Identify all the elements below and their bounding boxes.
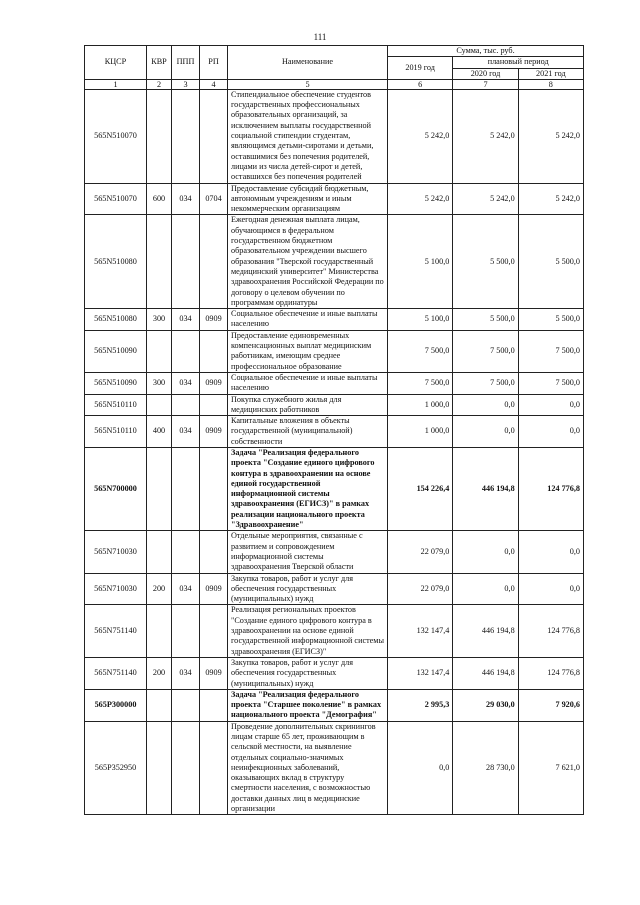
ppp-cell	[172, 447, 200, 530]
value-2019-cell: 2 995,3	[388, 689, 453, 721]
rp-cell	[200, 394, 228, 416]
kvr-cell: 600	[147, 183, 172, 215]
table-row	[85, 721, 584, 815]
rp-cell	[200, 215, 228, 309]
budget-table	[84, 45, 584, 815]
rp-cell: 0909	[200, 416, 228, 448]
header-rp: РП	[200, 46, 228, 80]
kvr-cell	[147, 394, 172, 416]
value-2020-cell: 446 194,8	[453, 605, 518, 657]
value-2021-cell: 7 621,0	[518, 721, 583, 815]
kvr-cell: 300	[147, 372, 172, 394]
kvr-cell: 200	[147, 657, 172, 689]
value-2020-cell: 5 500,0	[453, 309, 518, 331]
table-row	[85, 215, 584, 309]
header-2021: 2021 год	[518, 68, 583, 79]
table-row	[85, 309, 584, 331]
kcsr-cell: 565N700000	[85, 447, 147, 530]
value-2019-cell: 5 242,0	[388, 89, 453, 183]
kvr-cell: 200	[147, 573, 172, 605]
index-cell: 2	[147, 79, 172, 89]
ppp-cell: 034	[172, 183, 200, 215]
index-cell: 5	[228, 79, 388, 89]
value-2021-cell: 0,0	[518, 573, 583, 605]
value-2021-cell: 5 242,0	[518, 183, 583, 215]
header-2020: 2020 год	[453, 68, 518, 79]
value-2021-cell: 124 776,8	[518, 447, 583, 530]
ppp-cell	[172, 215, 200, 309]
name-cell: Стипендиальное обеспечение студентов государственных профессиональных образовательных организаций, за исключением выплаты государственной социальной стипендии студентам, являющимся детьми-сиротами и детьми, оставшимися без попечения родителей, лицами из числа детей-сирот и детей, оставшихся без попечения родителей	[228, 89, 388, 183]
name-cell: Закупка товаров, работ и услуг для обеспечения государственных (муниципальных) нужд	[228, 657, 388, 689]
ppp-cell	[172, 330, 200, 372]
value-2019-cell: 132 147,4	[388, 657, 453, 689]
table-row	[85, 657, 584, 689]
kvr-cell	[147, 605, 172, 657]
kcsr-cell: 565N710030	[85, 531, 147, 573]
table-row	[85, 531, 584, 573]
header-kcsr: КЦСР	[85, 46, 147, 80]
value-2020-cell: 446 194,8	[453, 657, 518, 689]
name-cell: Реализация региональных проектов "Создание единого цифрового контура в здравоохранении на основе единой государственной информационной системы здравоохранения (ЕГИСЗ)"	[228, 605, 388, 657]
rp-cell	[200, 689, 228, 721]
value-2020-cell: 28 730,0	[453, 721, 518, 815]
kvr-cell	[147, 721, 172, 815]
kvr-cell	[147, 447, 172, 530]
table-row	[85, 416, 584, 448]
ppp-cell	[172, 689, 200, 721]
value-2021-cell: 5 242,0	[518, 89, 583, 183]
index-cell: 3	[172, 79, 200, 89]
value-2020-cell: 29 030,0	[453, 689, 518, 721]
value-2019-cell: 132 147,4	[388, 605, 453, 657]
header-sum: Сумма, тыс. руб.	[388, 46, 584, 57]
value-2020-cell: 446 194,8	[453, 447, 518, 530]
value-2021-cell: 124 776,8	[518, 605, 583, 657]
kcsr-cell: 565P300000	[85, 689, 147, 721]
index-cell: 1	[85, 79, 147, 89]
index-cell: 4	[200, 79, 228, 89]
index-cell: 7	[453, 79, 518, 89]
kcsr-cell: 565N510070	[85, 89, 147, 183]
rp-cell	[200, 531, 228, 573]
name-cell: Проведение дополнительных скринингов лицам старше 65 лет, проживающим в сельской местности, на выявление отдельных социально-значимых неинфекционных заболеваний, оказывающих вклад в структуру смертности населения, с возможностью доставки данных лиц в медицинские организации	[228, 721, 388, 815]
index-cell: 8	[518, 79, 583, 89]
value-2019-cell: 1 000,0	[388, 416, 453, 448]
kcsr-cell: 565P352950	[85, 721, 147, 815]
name-cell: Задача "Реализация федерального проекта "Старшее поколение" в рамках национального проекта "Демография"	[228, 689, 388, 721]
ppp-cell: 034	[172, 416, 200, 448]
rp-cell	[200, 447, 228, 530]
kvr-cell	[147, 689, 172, 721]
rp-cell: 0909	[200, 372, 228, 394]
ppp-cell	[172, 394, 200, 416]
value-2021-cell: 124 776,8	[518, 657, 583, 689]
table-body	[85, 89, 584, 814]
rp-cell	[200, 721, 228, 815]
name-cell: Отдельные мероприятия, связанные с развитием и сопровождением информационной системы здравоохранения Тверской области	[228, 531, 388, 573]
rp-cell: 0909	[200, 309, 228, 331]
value-2021-cell: 5 500,0	[518, 309, 583, 331]
value-2020-cell: 5 242,0	[453, 89, 518, 183]
rp-cell: 0909	[200, 657, 228, 689]
kcsr-cell: 565N510090	[85, 330, 147, 372]
table-header	[85, 46, 584, 90]
name-cell: Ежегодная денежная выплата лицам, обучающимся в федеральном государственном бюджетном образовательном учреждении высшего образования "Тверской государственный медицинский университет" Министерства здравоохранения Российской Федерации по договору о целевом обучении по программам ординатуры	[228, 215, 388, 309]
value-2019-cell: 0,0	[388, 721, 453, 815]
rp-cell	[200, 89, 228, 183]
value-2019-cell: 1 000,0	[388, 394, 453, 416]
value-2020-cell: 7 500,0	[453, 372, 518, 394]
table-row	[85, 330, 584, 372]
table-row	[85, 447, 584, 530]
kvr-cell	[147, 330, 172, 372]
kvr-cell	[147, 89, 172, 183]
value-2020-cell: 5 242,0	[453, 183, 518, 215]
name-cell: Предоставление единовременных компенсационных выплат медицинским работникам, имеющим среднее профессиональное образование	[228, 330, 388, 372]
value-2020-cell: 0,0	[453, 531, 518, 573]
name-cell: Предоставление субсидий бюджетным, автономным учреждениям и иным некоммерческим организациям	[228, 183, 388, 215]
value-2019-cell: 7 500,0	[388, 330, 453, 372]
name-cell: Закупка товаров, работ и услуг для обеспечения государственных (муниципальных) нужд	[228, 573, 388, 605]
value-2021-cell: 0,0	[518, 394, 583, 416]
value-2020-cell: 5 500,0	[453, 215, 518, 309]
ppp-cell: 034	[172, 573, 200, 605]
kcsr-cell: 565N710030	[85, 573, 147, 605]
value-2020-cell: 0,0	[453, 394, 518, 416]
table-row	[85, 89, 584, 183]
table-row	[85, 605, 584, 657]
index-cell: 6	[388, 79, 453, 89]
kcsr-cell: 565N751140	[85, 657, 147, 689]
value-2019-cell: 22 079,0	[388, 573, 453, 605]
value-2021-cell: 0,0	[518, 531, 583, 573]
value-2019-cell: 22 079,0	[388, 531, 453, 573]
name-cell: Задача "Реализация федерального проекта "Создание единого цифрового контура в здравоохранении на основе единой государственной информационной системы здравоохранения (ЕГИСЗ)" в рамках реализации национального проекта "Здравоохранение"	[228, 447, 388, 530]
rp-cell	[200, 330, 228, 372]
kcsr-cell: 565N751140	[85, 605, 147, 657]
value-2019-cell: 154 226,4	[388, 447, 453, 530]
kvr-cell	[147, 531, 172, 573]
index-row	[85, 79, 584, 89]
name-cell: Социальное обеспечение и иные выплаты населению	[228, 309, 388, 331]
header-2019: 2019 год	[388, 57, 453, 80]
value-2020-cell: 0,0	[453, 573, 518, 605]
ppp-cell	[172, 531, 200, 573]
rp-cell	[200, 605, 228, 657]
table-row	[85, 372, 584, 394]
value-2021-cell: 5 500,0	[518, 215, 583, 309]
table-row	[85, 394, 584, 416]
header-kvr: КВР	[147, 46, 172, 80]
ppp-cell: 034	[172, 657, 200, 689]
ppp-cell	[172, 605, 200, 657]
kcsr-cell: 565N510080	[85, 215, 147, 309]
value-2019-cell: 5 242,0	[388, 183, 453, 215]
ppp-cell: 034	[172, 372, 200, 394]
name-cell: Покупка служебного жилья для медицинских работников	[228, 394, 388, 416]
value-2021-cell: 7 920,6	[518, 689, 583, 721]
kvr-cell	[147, 215, 172, 309]
rp-cell: 0909	[200, 573, 228, 605]
name-cell: Социальное обеспечение и иные выплаты населению	[228, 372, 388, 394]
value-2019-cell: 7 500,0	[388, 372, 453, 394]
table-row	[85, 183, 584, 215]
table-row	[85, 573, 584, 605]
header-name: Наименование	[228, 46, 388, 80]
table-row	[85, 689, 584, 721]
value-2021-cell: 0,0	[518, 416, 583, 448]
kvr-cell: 300	[147, 309, 172, 331]
ppp-cell	[172, 89, 200, 183]
value-2020-cell: 0,0	[453, 416, 518, 448]
name-cell: Капитальные вложения в объекты государственной (муниципальной) собственности	[228, 416, 388, 448]
kcsr-cell: 565N510110	[85, 394, 147, 416]
kvr-cell: 400	[147, 416, 172, 448]
ppp-cell	[172, 721, 200, 815]
kcsr-cell: 565N510110	[85, 416, 147, 448]
value-2019-cell: 5 100,0	[388, 309, 453, 331]
ppp-cell: 034	[172, 309, 200, 331]
value-2021-cell: 7 500,0	[518, 330, 583, 372]
header-plan-period: плановый период	[453, 57, 584, 68]
kcsr-cell: 565N510080	[85, 309, 147, 331]
rp-cell: 0704	[200, 183, 228, 215]
value-2021-cell: 7 500,0	[518, 372, 583, 394]
value-2019-cell: 5 100,0	[388, 215, 453, 309]
header-ppp: ППП	[172, 46, 200, 80]
kcsr-cell: 565N510070	[85, 183, 147, 215]
value-2020-cell: 7 500,0	[453, 330, 518, 372]
page-number: 111	[313, 32, 327, 42]
kcsr-cell: 565N510090	[85, 372, 147, 394]
